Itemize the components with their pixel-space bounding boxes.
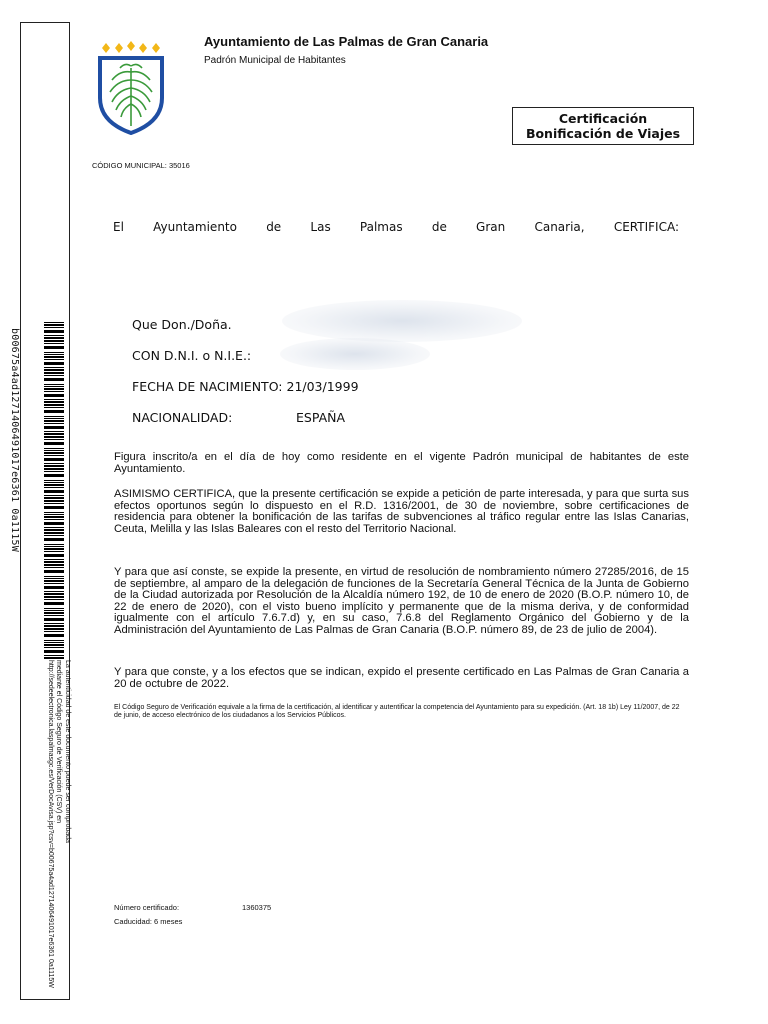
certifies-word: Canaria, (534, 220, 585, 234)
barcode-bar (44, 519, 64, 520)
barcode-bar (44, 450, 64, 451)
barcode-bar (44, 330, 64, 333)
barcode-bar (44, 352, 64, 353)
paragraph-asimismo: ASIMISMO CERTIFICA, que la presente certificación se expide a petición de parte interesada, y para que surta sus efectos oportunos según lo dispuesto en el R.D. 1316/2001, de 30 de noviembre, sobre certificaciones de residencia para obtener la bonificación de las tarifas de subvenciones al tráfico regular entre las Islas Canarias, Ceuta, Melilla y las Islas Baleares con el resto del Territorio Nacional. (114, 488, 689, 535)
barcode-bar (44, 503, 64, 504)
barcode-bar (44, 433, 64, 435)
barcode-bar (44, 551, 64, 552)
barcode-bar (44, 500, 64, 502)
certificate-title-line-2: Bonificación de Viajes (525, 126, 681, 141)
barcode-bar (44, 529, 64, 531)
barcode-bar (44, 416, 64, 417)
redacted-id (280, 338, 430, 370)
certifies-word: Ayuntamiento (153, 220, 237, 234)
barcode-bar (44, 418, 64, 419)
barcode-bar (44, 367, 64, 368)
barcode-bar (44, 628, 64, 630)
barcode-bar (44, 516, 64, 518)
note-line-1: La autenticidad de este documento puede ser comprobada (64, 660, 71, 843)
barcode-bar (44, 527, 64, 528)
barcode-bar (44, 324, 64, 326)
barcode-bar (44, 586, 64, 589)
csv-note: El Código Seguro de Verificación equivale a la firma de la certificación, al identificar y autentificar la competencia del Ayuntamiento para su expedición. (Art. 18 1b) Ley 11/2007, de 22 de junio, de acceso electrónico de los ciudadanos a los Servicios Públicos. (114, 704, 680, 719)
coat-of-arms-logo (96, 40, 166, 135)
paragraph-resolution: Y para que así conste, se expide la presente, en virtud de resolución de nombramiento número 27285/2016, de 15 de septiembre, al amparo de la delegación de funciones de la Secretaría General Técnica de la Junta de Gobierno de la Ciudad autorizada por Resolución de la Alcaldía número 192, de 10 de enero de 2020 (B.O.P. número 10, de 22 de enero de 2020), con el visto bueno implícito y permanente que de la misma deriva, y de conformidad igualmente con el artículo 7.6.7.d) y, en su caso, 7.6.8 del Reglamento Orgánico del Gobierno y de la Administración del Ayuntamiento de Las Palmas de Gran Canaria (B.O.P. número 89, de 23 de julio de 2004). (114, 566, 689, 636)
barcode-bar (44, 354, 64, 355)
certificate-title-box (512, 107, 694, 145)
barcode-text: b00675a4ad1271406491017e6361 0a1115W (9, 328, 20, 552)
certifies-word: de (431, 220, 447, 234)
barcode-bar (44, 490, 64, 493)
barcode-code (6, 328, 28, 628)
barcode-bar (44, 439, 64, 440)
certifies-line (113, 220, 679, 234)
paragraph-residence: Figura inscrito/a en el día de hoy como residente en el vigente Padrón municipal de habitantes de este Ayuntamiento. (114, 451, 689, 475)
barcode-bar (44, 340, 64, 342)
barcode-bar (44, 591, 64, 592)
barcode-bar (44, 640, 64, 641)
certificate-title-line-1: Certificación (558, 111, 648, 126)
barcode-bar (44, 625, 64, 627)
barcode-bar (44, 634, 64, 637)
certifies-word: Las (310, 220, 331, 234)
barcode-bar (44, 378, 64, 381)
barcode-bar (44, 436, 64, 438)
barcode-bar (44, 548, 64, 550)
barcode-bar (44, 388, 64, 390)
barcode-bar (44, 463, 64, 464)
barcode-bar (44, 642, 64, 643)
barcode-bar (44, 593, 64, 595)
barcode-bar (44, 514, 64, 515)
barcode-bar (44, 497, 64, 499)
nationality-label: NACIONALIDAD: (132, 410, 233, 425)
barcode-bar (44, 535, 64, 536)
barcode-bar (44, 599, 64, 600)
barcode-bar (44, 576, 64, 577)
barcode-bar (44, 610, 64, 611)
barcode-bar (44, 391, 64, 392)
name-label: Que Don./Doña. (132, 317, 232, 332)
barcode-bar (44, 468, 64, 470)
barcode-bar (44, 495, 64, 496)
barcode-bar (44, 404, 64, 406)
barcode-bar (44, 401, 64, 403)
barcode-bar (44, 384, 64, 385)
barcode-bar (44, 448, 64, 449)
expiry-note: Caducidad: 6 meses (114, 917, 183, 926)
barcode-bar (44, 359, 64, 360)
barcode-bar (44, 431, 64, 432)
barcode-bar (44, 583, 64, 584)
barcode-bar (44, 442, 64, 445)
barcode-bar (44, 538, 64, 541)
barcode-bar (44, 455, 64, 456)
barcode-bar (44, 559, 64, 560)
certificate-number-label: Número certificado: (114, 903, 180, 912)
barcode-bar (44, 618, 64, 621)
barcode-bar (44, 580, 64, 582)
organization-name: Ayuntamiento de Las Palmas de Gran Canaria (204, 34, 489, 49)
verification-note (47, 660, 72, 1000)
barcode-bar (44, 465, 64, 467)
barcode-bar (44, 564, 64, 566)
barcode-bar (44, 484, 64, 486)
birth-date: FECHA DE NACIMIENTO: 21/03/1999 (132, 379, 359, 394)
barcode-bar (44, 410, 64, 413)
barcode-bar (44, 644, 64, 646)
municipal-code: CÓDIGO MUNICIPAL: 35016 (92, 161, 190, 170)
barcode-bar (44, 335, 64, 336)
barcode-bar (44, 346, 64, 349)
barcode-bar (44, 394, 64, 397)
barcode-bar (44, 650, 64, 653)
barcode-bar (44, 631, 64, 632)
barcode-bar (44, 578, 64, 579)
barcode-bar (44, 554, 64, 557)
barcode-bar (44, 657, 64, 659)
barcode-bar (44, 337, 64, 339)
certifies-word: El (113, 220, 124, 234)
barcode-bar (44, 567, 64, 568)
certifies-word: Gran (476, 220, 506, 234)
barcode-bar (44, 512, 64, 513)
barcode-bar (44, 602, 64, 605)
barcode-bar (44, 522, 64, 525)
barcode-bar (44, 386, 64, 387)
nationality-value: ESPAÑA (296, 410, 346, 425)
barcode (44, 322, 64, 660)
barcode-bar (44, 608, 64, 609)
barcode-bar (44, 372, 64, 374)
redacted-name (282, 300, 522, 342)
barcode-bar (44, 561, 64, 563)
organization-subtitle: Padrón Municipal de Habitantes (204, 55, 346, 66)
dni-label: CON D.N.I. o N.I.E.: (132, 348, 252, 363)
barcode-bar (44, 546, 64, 547)
barcode-bar (44, 596, 64, 598)
barcode-bar (44, 423, 64, 424)
note-line-3: http://sedeelectronica.laspalmasgc.es/VerDocAvisa.jsp?csv=b00675a4ad1271406491017e6361 0a1115W (47, 660, 54, 988)
barcode-bar (44, 615, 64, 616)
barcode-bar (44, 407, 64, 408)
barcode-bar (44, 458, 64, 461)
certifies-word: CERTIFICA: (613, 220, 679, 234)
barcode-bar (44, 343, 64, 344)
barcode-bar (44, 544, 64, 545)
barcode-bar (44, 647, 64, 648)
barcode-bar (44, 474, 64, 477)
barcode-bar (44, 327, 64, 328)
certifies-word: Palmas (359, 220, 403, 234)
barcode-bar (44, 356, 64, 358)
barcode-bar (44, 487, 64, 488)
barcode-bar (44, 369, 64, 371)
certifies-word: de (266, 220, 282, 234)
note-line-2: mediante el Código Seguro de Verificación (CSV) en (55, 660, 63, 824)
paragraph-issued: Y para que conste, y a los efectos que se indican, expido el presente certificado en Las Palmas de Gran Canaria a 20 de octubre de 2022. (114, 666, 689, 690)
certificate-number-value: 1360375 (242, 903, 272, 912)
barcode-bar (44, 399, 64, 400)
barcode-bar (44, 623, 64, 624)
barcode-bar (44, 480, 64, 481)
barcode-bar (44, 570, 64, 573)
barcode-bar (44, 375, 64, 376)
barcode-bar (44, 420, 64, 422)
barcode-bar (44, 471, 64, 472)
barcode-bar (44, 532, 64, 534)
barcode-bar (44, 482, 64, 483)
barcode-bar (44, 506, 64, 509)
barcode-bar (44, 655, 64, 656)
barcode-bar (44, 322, 64, 323)
barcode-bar (44, 426, 64, 429)
barcode-bar (44, 452, 64, 454)
barcode-bar (44, 362, 64, 365)
barcode-bar (44, 612, 64, 614)
